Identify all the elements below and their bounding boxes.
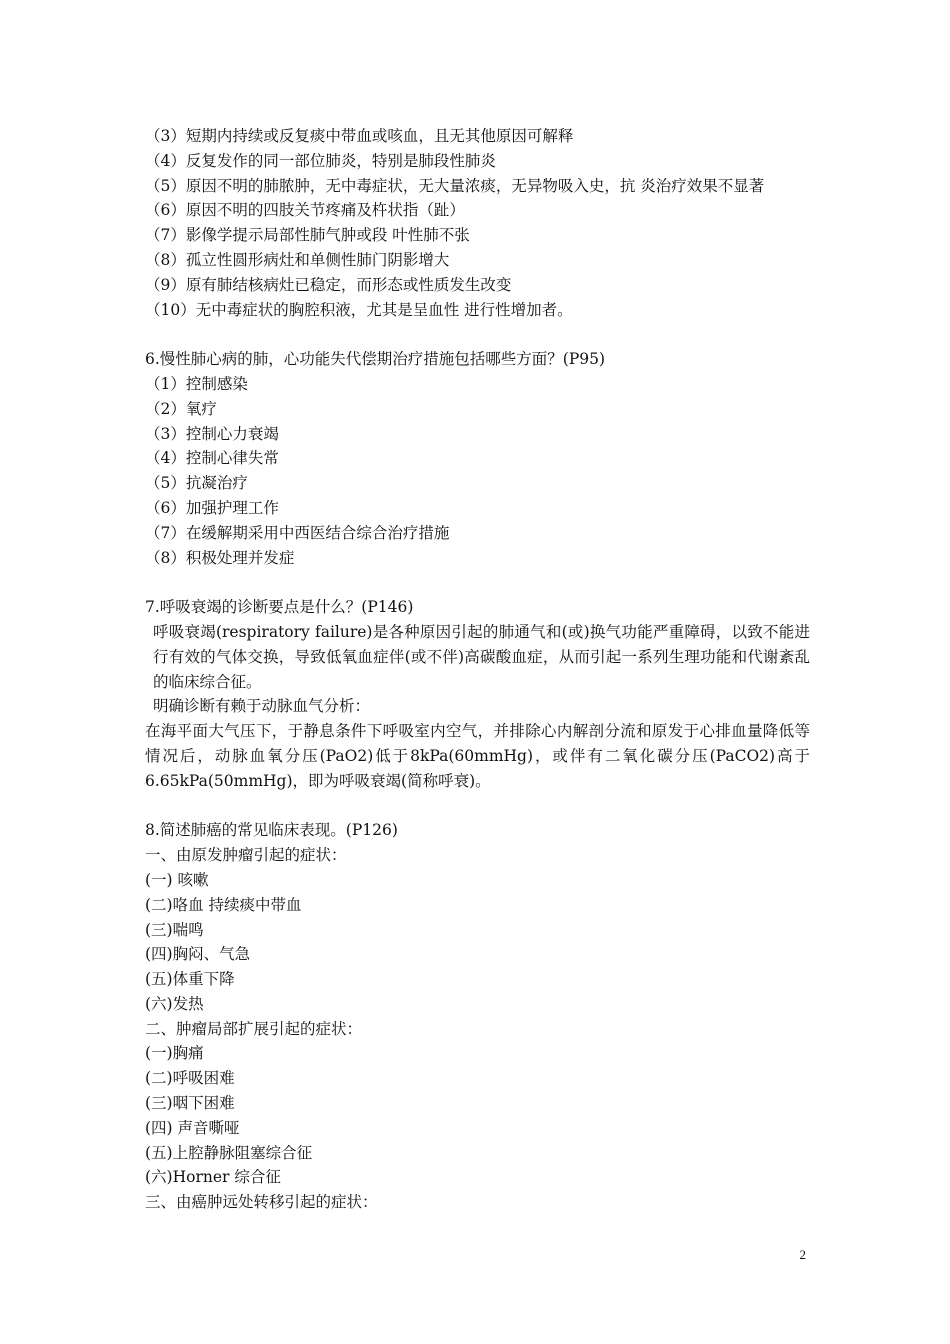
list-item: (三)喘鸣 <box>145 920 204 939</box>
list-item: (五)上腔静脉阻塞综合征 <box>145 1143 313 1162</box>
list-item: （10）无中毒症状的胸腔积液，尤其是呈血性 进行性增加者。 <box>145 300 573 319</box>
list-item: （2）氧疗 <box>145 399 217 418</box>
list-item: (六)发热 <box>145 994 204 1013</box>
section-heading: 二、肿瘤局部扩展引起的症状： <box>145 1019 363 1038</box>
question-6 <box>145 347 810 570</box>
question-8 <box>145 818 810 1215</box>
list-item: （5）抗凝治疗 <box>145 474 248 493</box>
list-item: （9）原有肺结核病灶已稳定，而形态或性质发生改变 <box>145 275 512 294</box>
question-7 <box>145 595 810 793</box>
list-item: （6）原因不明的四肢关节疼痛及杵状指（趾） <box>145 201 465 220</box>
list-item: （7）影像学提示局部性肺气肿或段 叶性肺不张 <box>145 226 470 245</box>
list-item: （4）控制心律失常 <box>145 449 279 468</box>
list-item: （4）反复发作的同一部位肺炎，特别是肺段性肺炎 <box>145 151 496 170</box>
question-title: 6.慢性肺心病的肺，心功能失代偿期治疗措施包括哪些方面？(P95) <box>145 350 606 369</box>
page-number: 2 <box>799 1247 806 1262</box>
section-heading: 一、由原发肿瘤引起的症状： <box>145 846 347 865</box>
list-item: （3）短期内持续或反复痰中带血或咳血，且无其他原因可解释 <box>145 127 574 145</box>
diagnosis-indications-list <box>145 124 810 322</box>
list-item: （3）控制心力衰竭 <box>145 424 279 443</box>
list-item: （8）孤立性圆形病灶和单侧性肺门阴影增大 <box>145 250 450 269</box>
list-item: （6）加强护理工作 <box>145 498 279 517</box>
spacer <box>145 570 810 595</box>
definition-paragraph: 呼吸衰竭(respiratory failure)是各种原因引起的肺通气和(或)换气功能严重障碍，以致不能进行有效的气体交换，导致低氧血症伴(或不伴)高碳酸血症，从而引起一系列生理功能和代谢紊乱的临床综合征。 <box>153 622 810 691</box>
list-item: （8）积极处理并发症 <box>145 548 295 567</box>
criteria-paragraph: 在海平面大气压下，于静息条件下呼吸室内空气，并排除心内解剖分流和原发于心排血量降低等情况后，动脉血氧分压(PaO2)低于8kPa(60mmHg)，或伴有二氧化碳分压(PaCO2)高于6.65kPa(50mmHg)，即为呼吸衰竭(简称呼衰)。 <box>145 722 810 790</box>
page-content <box>145 124 810 1215</box>
list-item: (三)咽下困难 <box>145 1094 235 1113</box>
diagnosis-note: 明确诊断有赖于动脉血气分析： <box>153 697 371 716</box>
question-title: 7.呼吸衰竭的诊断要点是什么？(P146) <box>145 598 414 617</box>
list-item: （7）在缓解期采用中西医结合综合治疗措施 <box>145 523 450 542</box>
spacer <box>145 794 810 819</box>
list-item: (四) 声音嘶哑 <box>145 1118 240 1137</box>
list-item: (二)咯血 持续痰中带血 <box>145 895 302 914</box>
list-item: （5）原因不明的肺脓肿，无中毒症状，无大量浓痰，无异物吸入史，抗 炎治疗效果不显著 <box>145 176 765 195</box>
list-item: （1）控制感染 <box>145 374 248 393</box>
section-heading: 三、由癌肿远处转移引起的症状： <box>145 1193 378 1212</box>
list-item: (四)胸闷、气急 <box>145 945 251 964</box>
list-item: (一) 咳嗽 <box>145 870 209 889</box>
list-item: (五)体重下降 <box>145 970 235 989</box>
list-item: (六)Horner 综合征 <box>145 1168 281 1187</box>
question-title: 8.简述肺癌的常见临床表现。(P126) <box>145 821 398 840</box>
list-item: (二)呼吸困难 <box>145 1069 235 1088</box>
list-item: (一)胸痛 <box>145 1044 204 1063</box>
spacer <box>145 322 810 347</box>
